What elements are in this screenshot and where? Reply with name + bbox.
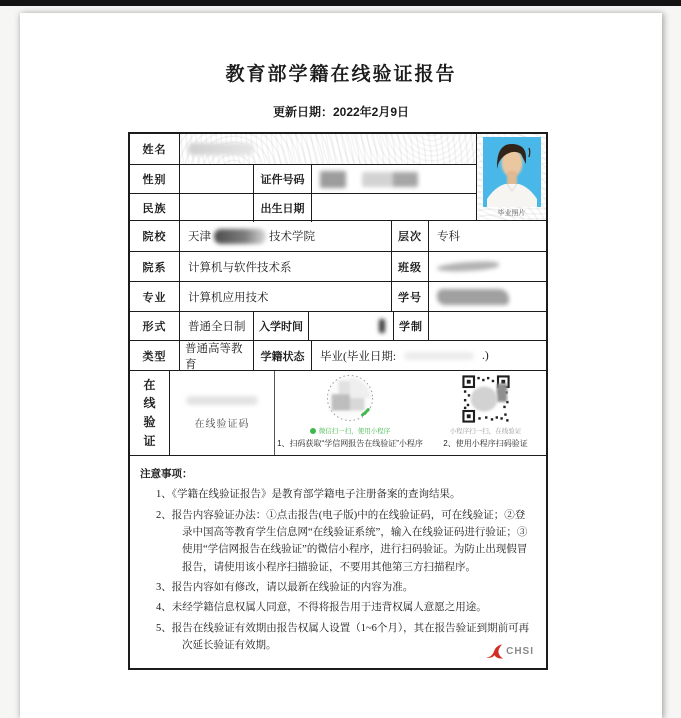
photo-caption: 毕业照片: [497, 210, 526, 217]
id-redaction-1: [320, 171, 346, 188]
note-item-5: 5、报告在线验证有效期由报告权属人设置（1~6个月），其在报告验证到期前可再次延长验证有效期。: [156, 622, 530, 651]
institution-value: [180, 221, 392, 251]
update-date: 更新日期：2022年2月9日: [272, 105, 410, 119]
verification-code-cell: [170, 371, 275, 455]
wechat-hint-line: [310, 426, 391, 435]
name-redaction: [188, 143, 254, 155]
qr-area: [275, 371, 546, 455]
student-id-label: 学号: [392, 282, 429, 311]
note-item-1: 1、《学籍在线验证报告》是教育部学籍电子注册备案的查询结果。: [156, 489, 461, 501]
enrollment-label: 入学时间: [254, 312, 309, 340]
verification-code-redaction: [186, 396, 258, 405]
row-name: [130, 134, 476, 165]
notes-list: [156, 486, 534, 654]
form-value: 普通全日制: [180, 312, 254, 340]
enrollment-value: [309, 312, 394, 340]
study-length-value: [429, 312, 546, 340]
id-redaction-2: [362, 172, 418, 187]
chsi-logo-text: CHSI: [506, 645, 534, 657]
status-date-redaction: [404, 352, 474, 360]
graduate-photo: [483, 137, 541, 207]
row-verification: [130, 371, 546, 456]
top-black-bar: [0, 0, 681, 6]
wechat-hint-text: 微信扫一扫，使用小程序: [318, 428, 391, 435]
row-ethnicity-birth: [130, 194, 476, 222]
row-department: [130, 252, 546, 282]
ethnicity-label: 民族: [130, 194, 180, 222]
miniprogram-hint-line: [450, 426, 522, 435]
type-label: 类型: [130, 341, 180, 370]
note-item-4: 4、未经学籍信息权属人同意，不得将报告用于违背权属人意愿之用途。: [156, 602, 487, 614]
enrollment-redaction: [379, 319, 385, 333]
row-type-status: [130, 341, 546, 371]
level-value: 专科: [437, 231, 460, 243]
major-value: 计算机应用技术: [180, 282, 392, 311]
class-redaction: [437, 260, 499, 272]
name-label: 姓名: [130, 134, 180, 164]
student-id-redaction: [437, 289, 509, 305]
status-value-end: .): [482, 349, 489, 362]
name-value: [180, 134, 476, 164]
qr1-caption: 1、扫码获取“学信网报告在线验证”小程序: [277, 439, 423, 448]
student-id-value: [429, 282, 546, 311]
form-label: 形式: [130, 312, 180, 340]
row-major: [130, 282, 546, 312]
note-item-3: 3、报告内容如有修改，请以最新在线验证的内容为准。: [156, 581, 414, 593]
type-value: 普通高等教育: [180, 341, 254, 370]
institution-suffix: 技术学院: [269, 231, 315, 243]
row-gender-id: [130, 165, 476, 194]
row-form: [130, 312, 546, 341]
institution-label: 院校: [130, 221, 180, 251]
qr2-caption: 2、使用小程序扫码验证: [443, 439, 528, 448]
gender-value: [180, 165, 254, 193]
chsi-logo: [484, 643, 534, 660]
institution-prefix: 天津: [188, 231, 211, 243]
status-value-start: 毕业(毕业日期:: [320, 350, 397, 363]
level-label: 层次: [392, 221, 429, 251]
id-number-value: [312, 165, 476, 193]
status-label: 学籍状态: [254, 341, 312, 370]
qr-wechat-box: [275, 371, 425, 455]
id-number-label: 证件号码: [254, 165, 312, 193]
status-value: [312, 341, 546, 370]
graduate-photo-cell: [476, 134, 546, 220]
birth-date-value: [312, 194, 476, 222]
chsi-bird-icon: [484, 643, 504, 660]
institution-redaction: [214, 229, 266, 244]
page-title: 教育部学籍在线验证报告: [225, 64, 457, 85]
row-institution: [130, 221, 546, 252]
identity-rows: [130, 134, 546, 221]
circular-qr-code: [325, 373, 375, 423]
class-label: 班级: [392, 252, 429, 281]
verification-code-label: 在线验证码: [194, 419, 250, 430]
square-qr-code: [462, 375, 510, 423]
verification-side-cell: [130, 371, 170, 455]
qr-miniprogram-box: [425, 371, 546, 455]
notes-section: [130, 456, 546, 668]
major-label: 专业: [130, 282, 180, 311]
note-item-2: 2、报告内容验证办法：①点击报告(电子版)中的在线验证码，可在线验证；②登录中国高等教育学生信息网“在线验证系统”，输入在线验证码进行验证；③ 使用“学信网报告在线验证”的微信小程序，进行扫码验证。为防止出现假冒报告，请使用该小程序扫描验证，不要用其他第三方扫描程序。: [156, 509, 528, 573]
ethnicity-value: [180, 194, 254, 222]
class-value: [429, 252, 546, 281]
wechat-icon: [310, 428, 316, 434]
miniprogram-hint-text: 小程序扫一扫，在线验证: [449, 428, 522, 435]
department-label: 院系: [130, 252, 180, 281]
birth-date-label: 出生日期: [254, 194, 312, 222]
study-length-label: 学制: [394, 312, 429, 340]
department-value: 计算机与软件技术系: [180, 252, 392, 281]
report-page: [20, 13, 662, 718]
report-table: [128, 132, 548, 670]
verification-side-label: 在线验证: [143, 377, 156, 448]
gender-label: 性别: [130, 165, 180, 193]
notes-heading: 注意事项：: [140, 468, 193, 480]
